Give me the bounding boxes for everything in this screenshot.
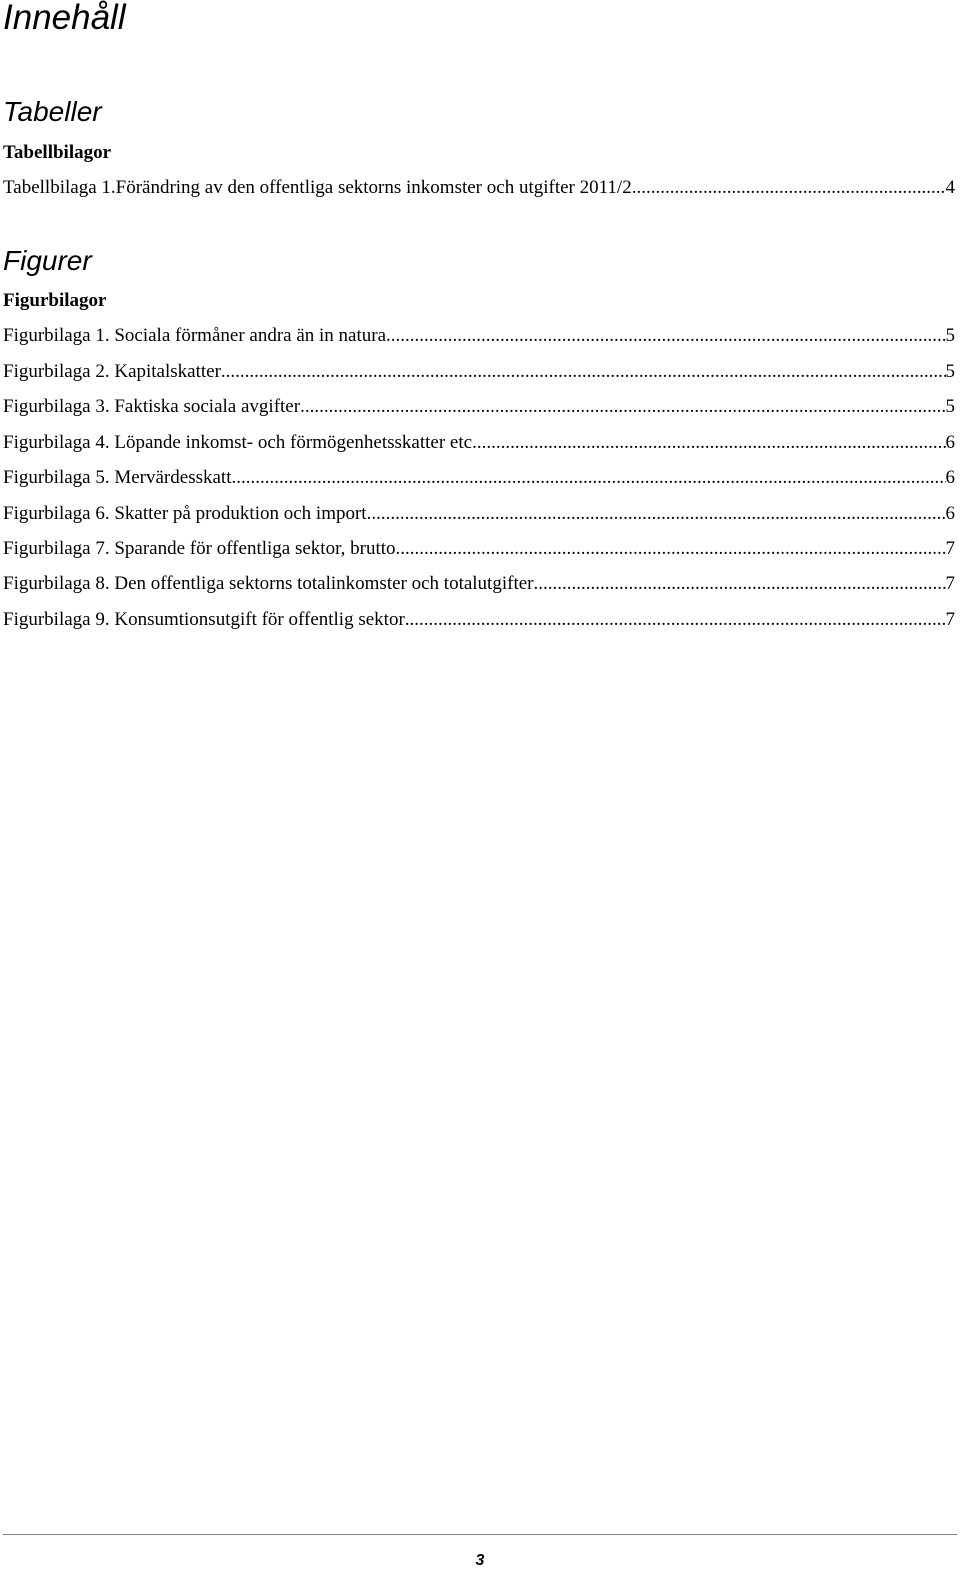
toc-page-number: 7 (945, 609, 955, 630)
toc-leader-dots (405, 608, 946, 632)
toc-page-number: 4 (945, 177, 955, 198)
toc-entry-text: Figurbilaga 7. Sparande för offentliga sektor, brutto (3, 538, 396, 559)
toc-entry-text: Figurbilaga 6. Skatter på produktion och import (3, 503, 367, 524)
toc-leader-dots (386, 324, 945, 348)
toc-leader-dots (472, 431, 945, 455)
toc-entry-figurbilaga-6[interactable] (3, 502, 955, 526)
toc-entry-text: Figurbilaga 2. Kapitalskatter (3, 361, 221, 382)
toc-entry-figurbilaga-1[interactable] (3, 324, 955, 348)
toc-leader-dots (221, 360, 946, 384)
toc-entry-text: Figurbilaga 9. Konsumtionsutgift för offentlig sektor (3, 609, 405, 630)
toc-entry-tabellbilaga-1[interactable] (3, 176, 955, 200)
toc-page-number: 6 (945, 503, 955, 524)
toc-leader-dots (632, 176, 946, 200)
toc-entry-text: Figurbilaga 3. Faktiska sociala avgifter (3, 396, 301, 417)
toc-page-number: 6 (945, 432, 955, 453)
toc-leader-dots (231, 466, 945, 490)
toc-page-number: 7 (945, 538, 955, 559)
toc-leader-dots (300, 395, 945, 419)
footer-divider (3, 1534, 957, 1535)
toc-entry-figurbilaga-4[interactable] (3, 431, 955, 455)
section-heading-tabeller: Tabeller (3, 96, 102, 127)
subheading-tabellbilagor: Tabellbilagor (3, 142, 112, 163)
toc-entry-figurbilaga-8[interactable] (3, 572, 955, 596)
section-heading-figurer: Figurer (3, 245, 92, 276)
toc-page-number: 7 (945, 573, 955, 594)
toc-entry-text: Figurbilaga 5. Mervärdesskatt (3, 467, 232, 488)
toc-entry-figurbilaga-9[interactable] (3, 608, 955, 632)
toc-entry-text: Figurbilaga 1. Sociala förmåner andra än in natura (3, 325, 387, 346)
toc-page-number: 6 (945, 467, 955, 488)
toc-entry-text: Figurbilaga 4. Löpande inkomst- och förmögenhetsskatter etc (3, 432, 473, 453)
toc-leader-dots (367, 502, 946, 526)
footer-page-number: 3 (475, 1552, 485, 1569)
toc-page-number: 5 (945, 361, 955, 382)
toc-page-number: 5 (945, 325, 955, 346)
toc-leader-dots (533, 572, 945, 596)
toc-entry-figurbilaga-7[interactable] (3, 537, 955, 561)
page-title: Innehåll (3, 0, 126, 37)
toc-leader-dots (396, 537, 946, 561)
toc-page-number: 5 (945, 396, 955, 417)
toc-entry-figurbilaga-2[interactable] (3, 360, 955, 384)
toc-entry-text: Figurbilaga 8. Den offentliga sektorns totalinkomster och totalutgifter (3, 573, 534, 594)
toc-entry-figurbilaga-3[interactable] (3, 395, 955, 419)
subheading-figurbilagor: Figurbilagor (3, 290, 107, 311)
toc-entry-text: Tabellbilaga 1.Förändring av den offentliga sektorns inkomster och utgifter 2011/2 (3, 177, 632, 198)
toc-entry-figurbilaga-5[interactable] (3, 466, 955, 490)
